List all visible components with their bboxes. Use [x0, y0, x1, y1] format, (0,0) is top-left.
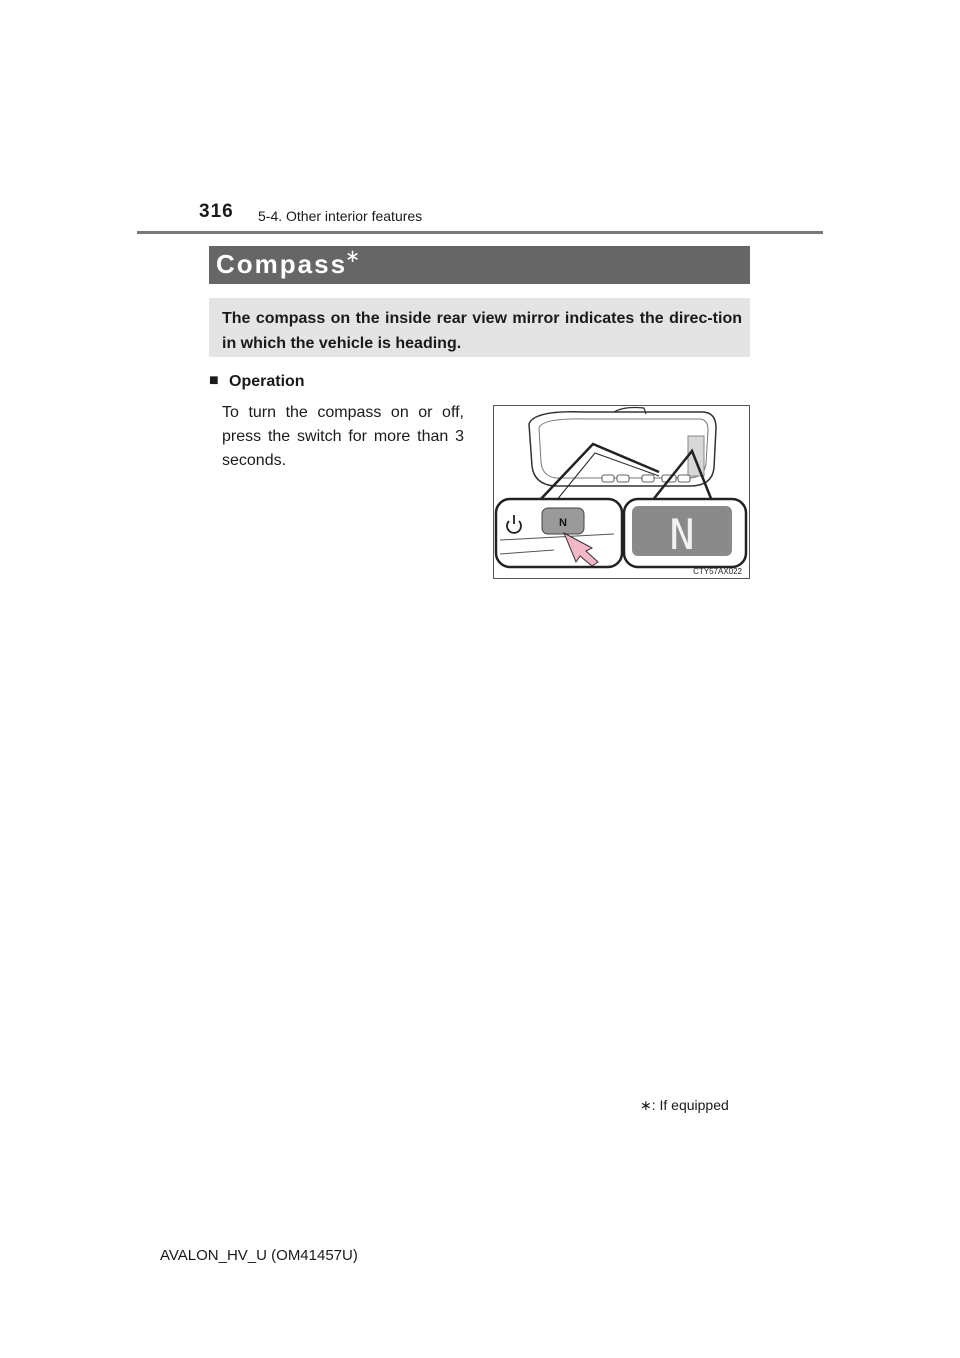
equipped-marker: ∗: [345, 246, 361, 266]
header-rule: [137, 231, 823, 234]
body-paragraph: To turn the compass on or off, press the switch for more than 3 seconds.: [222, 404, 464, 469]
switch-n-label: N: [559, 517, 567, 529]
square-bullet-icon: ■: [209, 372, 219, 389]
section-label: 5-4. Other interior features: [258, 208, 423, 224]
intro-text: The compass on the inside rear view mirror indicates the direc-tion in which the vehicle is heading.: [222, 310, 742, 352]
subsection-heading: Operation: [229, 373, 305, 390]
mirror-figure: [493, 405, 750, 579]
mirror-display-window: [688, 436, 704, 476]
footnote: ∗: If equipped: [640, 1097, 729, 1113]
mirror-illustration: [494, 406, 749, 578]
page-number: 316: [199, 201, 234, 222]
compass-heading-char: N: [669, 510, 695, 559]
footer-manual-id: AVALON_HV_U (OM41457U): [160, 1247, 358, 1264]
page-title: Compass: [216, 249, 348, 279]
figure-code: CTY57AX022: [693, 567, 742, 576]
